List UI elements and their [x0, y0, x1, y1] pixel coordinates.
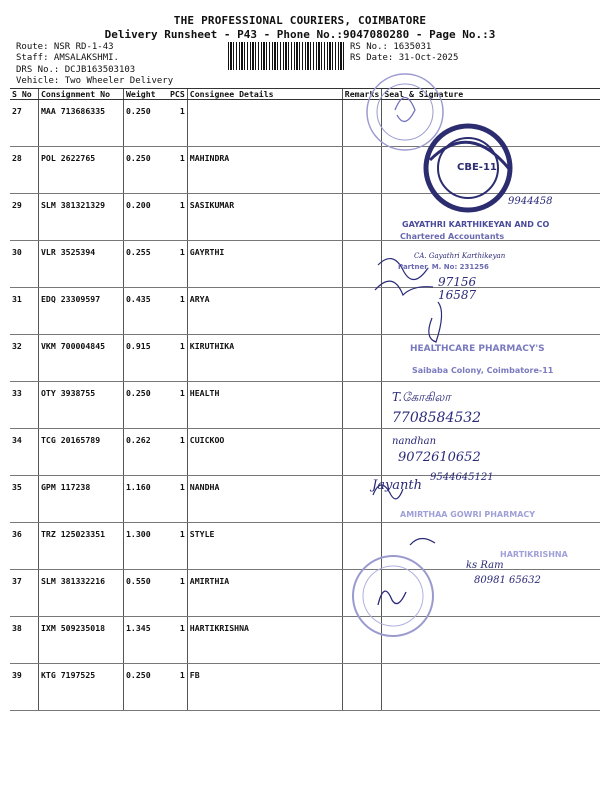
cell-seal	[382, 288, 600, 335]
table-row	[10, 523, 600, 570]
cell-consignee: AMIRTHIA	[187, 570, 342, 617]
cell-remarks	[342, 523, 382, 570]
drs-number: DRS No.: DCJB163503103	[16, 65, 136, 75]
cell-weight: 0.200	[124, 194, 169, 241]
cell-consignee: KIRUTHIKA	[187, 335, 342, 382]
cell-sno: 28	[10, 147, 39, 194]
cell-consignment: IXM 509235018	[39, 617, 124, 664]
cell-remarks	[342, 241, 382, 288]
cell-weight: 0.262	[124, 429, 169, 476]
sig-row35-number: 9072610652	[398, 450, 481, 465]
sig-row36-number: 9544645121	[430, 472, 494, 483]
cell-pcs: 1	[168, 147, 187, 194]
cell-sno: 39	[10, 664, 39, 711]
cell-pcs: 1	[168, 241, 187, 288]
table-row	[10, 194, 600, 241]
table-row	[10, 147, 600, 194]
table-row	[10, 335, 600, 382]
cell-pcs: 1	[168, 429, 187, 476]
col-remarks: Remarks	[342, 89, 382, 100]
cell-sno: 31	[10, 288, 39, 335]
delivery-table	[10, 88, 600, 711]
cell-sno: 32	[10, 335, 39, 382]
cell-seal	[382, 147, 600, 194]
sig-row38-number: 80981 65632	[474, 575, 541, 586]
stamp-row33-place: Saibaba Colony, Coimbatore-11	[412, 366, 554, 375]
cell-consignment: VLR 3525394	[39, 241, 124, 288]
cell-remarks	[342, 288, 382, 335]
cell-weight: 0.550	[124, 570, 169, 617]
cell-pcs: 1	[168, 664, 187, 711]
cell-pcs: 1	[168, 288, 187, 335]
cell-consignment: SLM 381321329	[39, 194, 124, 241]
cell-remarks	[342, 570, 382, 617]
cell-weight: 0.250	[124, 147, 169, 194]
cell-sno: 36	[10, 523, 39, 570]
cell-weight: 0.250	[124, 664, 169, 711]
cell-consignee: ARYA	[187, 288, 342, 335]
cell-consignment: GPM 117238	[39, 476, 124, 523]
cell-pcs: 1	[168, 476, 187, 523]
table-row	[10, 241, 600, 288]
cell-seal	[382, 100, 600, 147]
cell-seal	[382, 664, 600, 711]
cell-seal	[382, 194, 600, 241]
stamp-row30-sign: CA. Gayathri Karthikeyan	[414, 252, 506, 260]
sig-row29-number: 9944458	[508, 196, 553, 207]
cell-consignee: STYLE	[187, 523, 342, 570]
cell-consignee: GAYRTHI	[187, 241, 342, 288]
table-row	[10, 288, 600, 335]
col-consignee: Consignee Details	[187, 89, 342, 100]
cell-consignment: POL 2622765	[39, 147, 124, 194]
cell-sno: 33	[10, 382, 39, 429]
cell-consignment: KTG 7197525	[39, 664, 124, 711]
cell-consignment: TRZ 125023351	[39, 523, 124, 570]
cell-remarks	[342, 476, 382, 523]
cell-weight: 1.345	[124, 617, 169, 664]
col-sno: S No	[10, 89, 39, 100]
table-row	[10, 617, 600, 664]
cell-consignment: MAA 713686335	[39, 100, 124, 147]
cell-pcs: 1	[168, 100, 187, 147]
sig-row34-number: 7708584532	[392, 410, 482, 426]
route-label: Route: NSR RD-1-43	[16, 42, 114, 52]
col-seal: Seal & Signature	[382, 89, 600, 100]
table-row	[10, 382, 600, 429]
cell-consignee: MAHINDRA	[187, 147, 342, 194]
company-title: THE PROFESSIONAL COURIERS, COIMBATORE	[173, 14, 427, 27]
sig-row34-name: T.கோகிலா	[392, 390, 451, 404]
cell-weight: 0.435	[124, 288, 169, 335]
table-row	[10, 476, 600, 523]
cell-remarks	[342, 335, 382, 382]
rs-number: RS No.: 1635031	[350, 42, 432, 52]
col-consignment: Consignment No	[39, 89, 124, 100]
stamp-row33-name: HEALTHCARE PHARMACY'S	[410, 344, 545, 354]
cell-seal	[382, 523, 600, 570]
cell-sno: 37	[10, 570, 39, 617]
stamp-cbe: CBE-11	[457, 162, 497, 173]
cell-consignee: SASIKUMAR	[187, 194, 342, 241]
col-pcs: PCS	[168, 89, 187, 100]
cell-weight: 1.160	[124, 476, 169, 523]
col-weight: Weight	[124, 89, 169, 100]
barcode-image	[228, 42, 346, 70]
cell-consignee: HEALTH	[187, 382, 342, 429]
cell-consignment: EDQ 23309597	[39, 288, 124, 335]
cell-consignment: SLM 381332216	[39, 570, 124, 617]
cell-consignment: TCG 20165789	[39, 429, 124, 476]
cell-pcs: 1	[168, 382, 187, 429]
sig-row35-name: nandhan	[392, 436, 437, 447]
cell-consignment: VKM 700004845	[39, 335, 124, 382]
cell-seal	[382, 617, 600, 664]
sig-row36-name: Jayanth	[372, 478, 423, 493]
table-row	[10, 100, 600, 147]
cell-remarks	[342, 382, 382, 429]
cell-seal	[382, 335, 600, 382]
sig-row31-number: 97156 16587	[438, 275, 477, 302]
cell-sno: 35	[10, 476, 39, 523]
cell-sno: 34	[10, 429, 39, 476]
stamp-row30-member: Partner, M. No: 231256	[398, 263, 489, 271]
cell-pcs: 1	[168, 570, 187, 617]
cell-consignment: OTY 3938755	[39, 382, 124, 429]
cell-remarks	[342, 617, 382, 664]
cell-sno: 30	[10, 241, 39, 288]
sig-row38-name: ks Ram	[466, 560, 504, 571]
cell-weight: 0.250	[124, 100, 169, 147]
stamp-row30-profession: Chartered Accountants	[400, 232, 505, 241]
cell-consignee	[187, 100, 342, 147]
table-row	[10, 429, 600, 476]
cell-seal	[382, 241, 600, 288]
cell-remarks	[342, 664, 382, 711]
stamp-row30-firm: GAYATHRI KARTHIKEYAN AND CO	[402, 220, 550, 229]
table-header-row	[10, 89, 600, 100]
cell-weight: 0.915	[124, 335, 169, 382]
cell-pcs: 1	[168, 194, 187, 241]
cell-seal	[382, 429, 600, 476]
runsheet-subtitle: Delivery Runsheet - P43 - Phone No.:9047080280 - Page No.:3	[104, 28, 496, 41]
stamp-row37-text: AMIRTHAA GOWRI PHARMACY	[400, 510, 536, 519]
cell-weight: 0.255	[124, 241, 169, 288]
cell-consignee: HARTIKRISHNA	[187, 617, 342, 664]
cell-weight: 1.300	[124, 523, 169, 570]
cell-pcs: 1	[168, 523, 187, 570]
cell-consignee: NANDHA	[187, 476, 342, 523]
cell-seal	[382, 570, 600, 617]
cell-sno: 27	[10, 100, 39, 147]
cell-remarks	[342, 429, 382, 476]
cell-consignee: FB	[187, 664, 342, 711]
cell-sno: 38	[10, 617, 39, 664]
cell-seal	[382, 382, 600, 429]
table-row	[10, 664, 600, 711]
cell-weight: 0.250	[124, 382, 169, 429]
staff-label: Staff: AMSALAKSHMI.	[16, 53, 119, 63]
cell-pcs: 1	[168, 617, 187, 664]
cell-pcs: 1	[168, 335, 187, 382]
cell-sno: 29	[10, 194, 39, 241]
stamp-row38-text: HARTIKRISHNA	[500, 550, 568, 559]
cell-remarks	[342, 147, 382, 194]
cell-consignee: CUICKOO	[187, 429, 342, 476]
cell-seal	[382, 476, 600, 523]
cell-remarks	[342, 100, 382, 147]
rs-date: RS Date: 31-Oct-2025	[350, 53, 459, 63]
vehicle-label: Vehicle: Two Wheeler Delivery	[16, 76, 174, 86]
table-row	[10, 570, 600, 617]
cell-remarks	[342, 194, 382, 241]
